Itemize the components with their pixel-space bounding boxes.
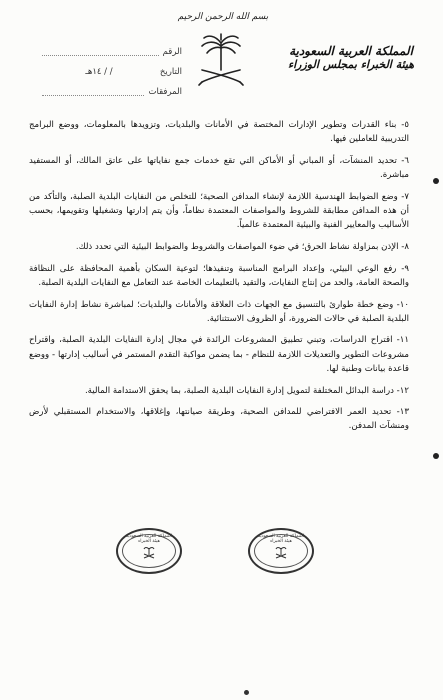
date-value: / / ١٤هـ <box>85 67 113 77</box>
list-item: ٨- الإذن بمزاولة نشاط الحرق؛ في ضوء المواصفات والشروط والضوابط البيئية التي تحدد ذلك. <box>75 241 409 252</box>
punch-hole-top <box>433 178 439 184</box>
list-item: ٥- بناء القدرات وتطوير الإدارات المختصة في الأمانات والبلديات، وتزويدها بالمعلومات، ووضع البرامج التدريبية للعاملين فيها. <box>29 120 409 145</box>
list-item: ١٠- وضع خطة طوارئ بالتنسيق مع الجهات ذات العلاقة والأمانات والبلديات؛ لمباشرة نشاط إدارة النفايات البلدية الصلبة في حالات الضرورة، أو الظروف الاستثنائية. <box>29 299 409 324</box>
official-stamp-right <box>248 528 314 574</box>
reference-block <box>42 42 182 102</box>
list-item: ١٢- دراسة البدائل المختلفة لتمويل إدارة النفايات البلدية الصلبة، بما يحقق الاستدامة المالية. <box>84 385 409 396</box>
basmala: بسم الله الرحمن الرحيم <box>177 12 269 22</box>
scan-mark <box>244 690 249 695</box>
list-item: ٧- وضع الضوابط الهندسية اللازمة لإنشاء المدافن الصحية؛ للتخلص من النفايات البلدية الصلبة، والتأكد من أن هذه المدافن مطابقة للشروط والمواصفات المعتمدة نظاماً، وأن يتم إدارتها وتشغيلها وتقويمها، بحسب الأساليب والمعايير الفنية والبيئية المعتمدة عالمياً. <box>29 191 409 231</box>
attachments-label: المرفقات <box>148 87 182 97</box>
kingdom-line-1: المملكة العربية السعودية <box>289 44 413 58</box>
document-body <box>29 118 409 441</box>
list-item: ١٣- تحديد العمر الافتراضي للمدافن الصحية، وطريقة صيانتها، وإغلاقها، والاستخدام المستقبلي لأرض ومنشآت المدفن. <box>29 407 409 432</box>
punch-hole-bottom <box>433 453 439 459</box>
number-label: الرقم <box>162 47 182 57</box>
reference-number-row <box>42 42 182 62</box>
list-item: ٩- رفع الوعي البيئي، وإعداد البرامج المناسبة وتنفيذها؛ لتوعية السكان بأهمية المحافظة على النظافة والصحة العامة، والحد من إنتاج النفايات، والتقيد بالتعليمات الخاصة عند التعامل مع النفايات البلدية الصلبة. <box>29 263 409 288</box>
date-label: التاريخ <box>159 67 182 77</box>
kingdom-heading <box>281 44 421 72</box>
palm-emblem-icon <box>142 545 156 559</box>
reference-date-row <box>42 62 182 82</box>
number-line <box>42 42 159 56</box>
official-stamp-left <box>116 528 182 574</box>
list-item: ٦- تحديد المنشآت، أو المباني أو الأماكن التي تقع خدمات جمع نفاياتها على عاتق المالك، أو المستفيد مباشرة. <box>29 155 409 181</box>
attachments-line <box>42 82 144 96</box>
attachments-row <box>42 82 182 102</box>
saudi-emblem-icon <box>196 32 246 90</box>
palm-emblem-icon <box>274 545 288 559</box>
stamp-text: المملكة العربية السعودية هيئة الخبراء <box>257 534 305 544</box>
stamp-text: المملكة العربية السعودية هيئة الخبراء <box>125 534 173 544</box>
list-item: ١١- اقتراح الدراسات، وتبني تطبيق المشروعات الرائدة في مجال إدارة النفايات البلدية الصلبة، واقتراح مشروعات التطوير والتعديلات اللازمة للنظام - بما يضمن مواكبة التقدم المستمر في أساليب إدارتها - ووضع قاعدة بيانات وطنية لها. <box>29 335 409 374</box>
kingdom-line-2: هيئة الخبراء بمجلس الوزراء <box>287 58 415 71</box>
